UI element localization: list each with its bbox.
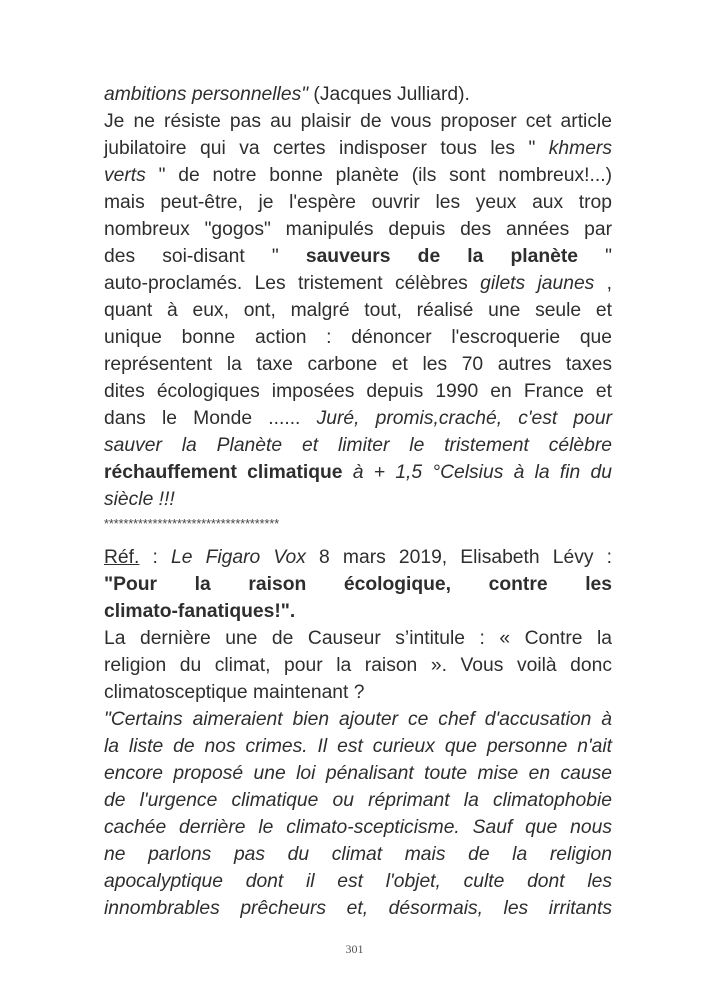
text-line [104,486,612,513]
italic-text: ne parlons pas du climat mais de la religion [104,844,612,865]
italic-text: sauver la Planète et limiter le tristement célèbre [104,435,612,456]
text-run: dites écologiques imposées depuis 1990 en France et [104,381,612,402]
text-line [104,760,612,787]
text-line [104,351,612,378]
italic-text: innombrables prêcheurs et, désormais, les irritants [104,898,612,919]
italic-text: verts [104,165,146,186]
text-line [104,571,612,598]
text-run: , [594,273,612,294]
text-run: ************************************ [104,517,280,531]
italic-text: ambitions personnelles" [104,84,309,105]
text-line [104,243,612,270]
text-run: représentent la taxe carbone et les 70 autres taxes [104,354,612,375]
text-line [104,544,612,571]
italic-text: siècle !!! [104,489,175,510]
text-line [104,297,612,324]
text-run [343,462,353,483]
italic-text: à + 1,5 °Celsius à la fin du [352,462,612,483]
text-run: Je ne résiste pas au plaisir de vous proposer cet article [104,111,612,132]
text-run: (Jacques Julliard). [308,84,470,105]
text-run: religion du climat, pour la raison ». Vous voilà donc [104,655,612,676]
text-run: jubilatoire qui va certes indisposer tous les " [104,138,549,159]
italic-text: la liste de nos crimes. Il est curieux que personne n'ait [104,736,612,757]
bold-text: "Pour la raison écologique, contre les [104,574,612,595]
text-run: mais peut-être, je l'espère ouvrir les yeux aux trop [104,192,612,213]
text-line [104,652,612,679]
text-line [104,895,612,922]
underlined-text: Réf. [104,547,140,568]
italic-text: encore proposé une loi pénalisant toute mise en cause [104,763,612,784]
text-run: des soi-disant " [104,246,306,267]
italic-text: Juré, promis,craché, c'est pour [316,408,613,429]
text-line [104,787,612,814]
text-line [104,625,612,652]
italic-text: de l'urgence climatique ou réprimant la climatophobie [104,790,612,811]
text-run: nombreux "gogos" manipulés depuis des années par [104,219,612,240]
text-line [104,189,612,216]
text-line [104,135,612,162]
text-run: : [139,547,172,568]
text-run: La dernière une de Causeur s’intitule : « Contre la [104,628,612,649]
bold-text: climato-fanatiques!". [104,601,296,622]
italic-text: khmers [548,138,612,159]
text-run: dans le Monde ...... [104,408,317,429]
text-line [104,162,612,189]
text-run: " de notre bonne planète (ils sont nombreux!...) [145,165,612,186]
text-run: auto-proclamés. Les tristement célèbres [104,273,481,294]
text-line [104,81,612,108]
italic-text: gilets jaunes [480,273,595,294]
text-run: quant à eux, ont, malgré tout, réalisé une seule et [104,300,612,321]
bold-text: réchauffement climatique [104,462,343,483]
text-line [104,378,612,405]
italic-text: apocalyptique dont il est l'objet, culte dont les [104,871,612,892]
text-line [104,814,612,841]
text-line [104,432,612,459]
text-line [104,679,612,706]
text-run: unique bonne action : dénoncer l'escroquerie que [104,327,612,348]
text-line [104,868,612,895]
text-run: climatosceptique maintenant ? [104,682,365,703]
text-line [104,706,612,733]
text-line [104,733,612,760]
text-line [104,459,612,486]
page-number: 301 [345,942,364,956]
text-line [104,841,612,868]
italic-text: cachée derrière le climato-scepticisme. Sauf que nous [104,817,612,838]
italic-text: Le Figaro Vox [171,547,306,568]
text-line [104,216,612,243]
text-line [104,324,612,351]
bold-text: sauveurs de la planète [305,246,579,267]
text-line [104,108,612,135]
text-line [104,598,612,625]
text-line [104,405,612,432]
separator-stars [104,511,612,538]
text-run: " [578,246,612,267]
text-run: 8 mars 2019, Elisabeth Lévy : [305,547,612,568]
text-line [104,270,612,297]
italic-text: "Certains aimeraient bien ajouter ce chef d'accusation à [104,709,612,730]
